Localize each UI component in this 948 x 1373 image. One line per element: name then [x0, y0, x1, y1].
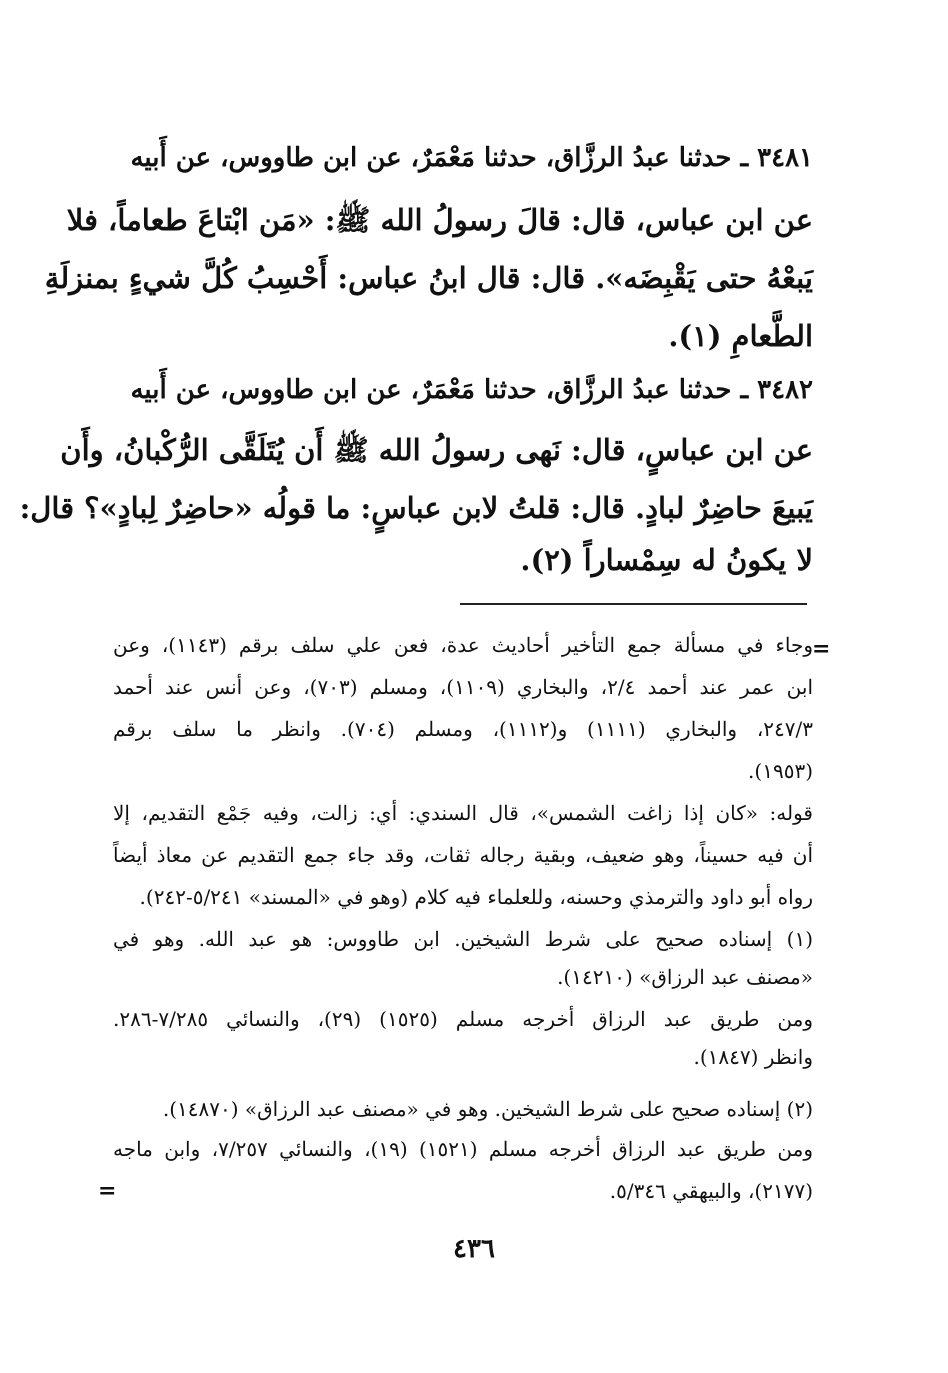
- footnote-line: (١٩٥٣).: [748, 759, 813, 783]
- hadith-3481-header: ٣٤٨١ ـ حدثنا عبدُ الرزَّاق، حدثنا مَعْمَرٌ، عن ابن طاووس، عن أَبيه: [130, 143, 813, 173]
- footnote-line: وجاء في مسألة جمع التأخير أحاديث عدة، فعن علي سلف برقم (١١٤٣)، وعن: [113, 633, 814, 657]
- footnote-line: ٢٤٧/٣، والبخاري (١١١١) و(١١١٢)، ومسلم (٧٠٤). وانظر ما سلف برقم: [113, 717, 813, 741]
- hadith-3481-line-3: الطَّعامِ (١).: [668, 319, 813, 353]
- continuation-mark-bottom: =: [98, 1178, 117, 1204]
- footnote-2-line-2: ومن طريق عبد الرزاق أخرجه مسلم (١٥٢١) (١٩)، والنسائي ٧/٢٥٧، وابن ماجه: [113, 1137, 813, 1161]
- hadith-3482-line-2: يَبيعَ حاضِرٌ لبادٍ. قال: قلتُ لابن عباسٍ: ما قولُه «حاضِرٌ لِبادٍ»؟ قال:: [19, 491, 813, 525]
- footnote-1-line-2: «مصنف عبد الرزاق» (١٤٢١٠).: [557, 965, 813, 989]
- footnote-1-line-4: وانظر (١٨٤٧).: [693, 1045, 813, 1069]
- continuation-mark-top: =: [812, 636, 831, 662]
- footnote-1-line-3: ومن طريق عبد الرزاق أخرجه مسلم (١٥٢٥) (٢٩)، والنسائي ٧/٢٨٥-٢٨٦.: [113, 1007, 814, 1031]
- hadith-3481-line-1: عن ابن عباس، قال: قالَ رسولُ الله ﷺ: «مَن ابْتاعَ طعاماً، فلا: [66, 203, 813, 237]
- footnote-2-line-1: (٢) إسناده صحيح على شرط الشيخين. وهو في «مصنف عبد الرزاق» (١٤٨٧٠).: [162, 1097, 813, 1121]
- hadith-3482-header: ٣٤٨٢ ـ حدثنا عبدُ الرزَّاق، حدثنا مَعْمَرٌ، عن ابن طاووس، عن أَبيه: [130, 375, 813, 405]
- page-number: ٤٣٦: [453, 1234, 495, 1264]
- hadith-3481-line-2: يَبعْهُ حتى يَقْبِضَه». قال: قال ابنُ عباس: أَحْسِبُ كُلَّ شيءٍ بمنزلَةِ: [44, 261, 813, 295]
- hadith-3482-line-3: لا يكونُ له سِمْساراً (٢).: [520, 543, 813, 577]
- footnote-line: رواه أبو داود والترمذي وحسنه، وللعلماء فيه كلام (وهو في «المسند» ٥/٢٤١-٢٤٢).: [139, 885, 813, 909]
- footnote-1-line-1: (١) إسناده صحيح على شرط الشيخين. ابن طاووس: هو عبد الله. وهو في: [113, 927, 813, 951]
- hadith-3482-line-1: عن ابن عباسٍ، قال: نَهى رسولُ الله ﷺ أَن يُتَلَقَّى الرُّكْبانُ، وأَن: [60, 433, 813, 467]
- footnote-2-line-3: (٢١٧٧)، والبيهقي ٥/٣٤٦.: [609, 1179, 813, 1203]
- footnote-line: أن فيه حسيناً، وهو ضعيف، وبقية رجاله ثقات، وقد جاء جمع التقديم عن معاذ أيضاً: [113, 843, 813, 867]
- footnote-line: قوله: «كان إذا زاغت الشمس»، قال السندي: أي: زالت، وفيه جَمْع التقديم، إلا: [113, 801, 813, 825]
- footnote-divider: [460, 603, 807, 605]
- footnote-line: ابن عمر عند أحمد ٢/٤، والبخاري (١١٠٩)، ومسلم (٧٠٣)، وعن أنس عند أحمد: [113, 675, 814, 699]
